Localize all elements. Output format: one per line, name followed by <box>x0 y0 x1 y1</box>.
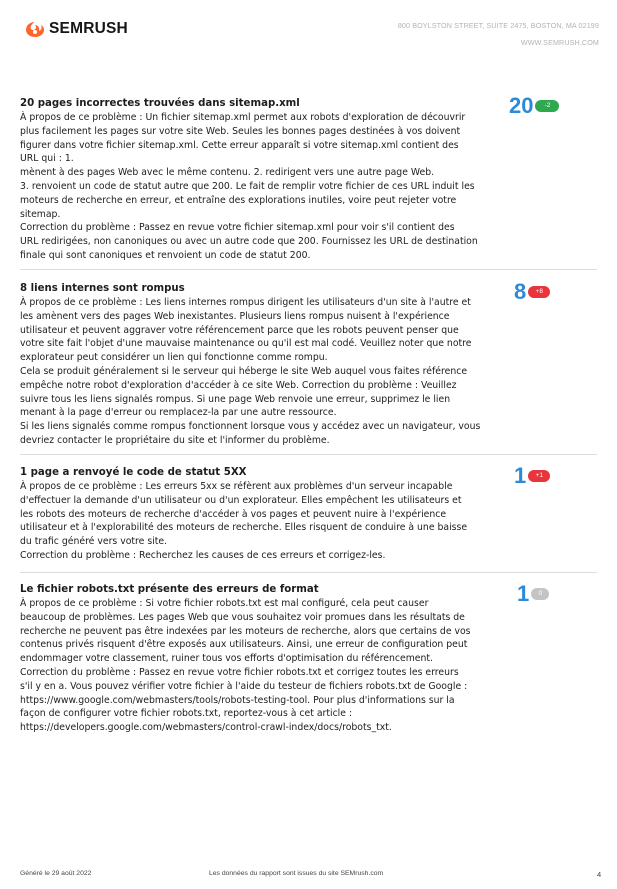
issue-line: votre site fait l'objet d'une mauvaise maintenance ou qu'il est mal codé. Veuillez noter que notre <box>20 338 472 350</box>
issue-line: d'effectuer la demande d'un utilisateur ou d'un explorateur. Elles empêchent les utilisateurs et <box>20 494 462 506</box>
issue-line: façon de configurer votre fichier robots.txt, reportez-vous à cet article : <box>20 708 353 720</box>
brand-name: SEMRUSH <box>49 20 128 37</box>
issue-count: 8 <box>514 279 527 304</box>
issue-description <box>20 480 488 563</box>
section-divider <box>20 572 597 573</box>
issue-line: explorateur peut considérer un lien qui fonctionne comme rompu. <box>20 352 328 364</box>
issue-count: 1 <box>514 463 527 488</box>
change-badge: +1 <box>528 470 550 482</box>
change-badge: 0 <box>531 588 549 600</box>
issue-line: https://developers.google.com/webmasters/control-crawl-index/docs/robots_txt. <box>20 722 392 734</box>
issue-line: utilisateur et peuvent aggraver votre référencement parce que les robots peuvent penser que <box>20 324 459 336</box>
issue-line: Correction du problème : Passez en revue votre fichier robots.txt et corrigez toutes les erreurs <box>20 666 459 678</box>
issue-count: 1 <box>517 581 530 606</box>
issue-line: s'il y en a. Vous pouvez vérifier votre fichier à l'aide du testeur de fichiers robots.txt de Google : <box>20 680 468 692</box>
issue-line: figurer dans votre fichier sitemap.xml. Cette erreur apparaît si votre sitemap.xml contient des <box>20 139 459 151</box>
company-address-block <box>398 17 599 51</box>
issue-line: À propos de ce problème : Si votre fichier robots.txt est mal configuré, cela peut causer <box>20 598 429 609</box>
section-divider <box>20 454 597 455</box>
issue-line: devriez contacter le propriétaire du site et l'informer du problème. <box>20 434 330 446</box>
issue-metric <box>517 583 549 605</box>
issue-line: endommager votre classement, ruiner tous vos efforts d'optimisation du référencement. <box>20 653 433 665</box>
issue-line: Correction du problème : Recherchez les causes de ces erreurs et corrigez-les. <box>20 549 386 561</box>
issue-line: À propos de ce problème : Les erreurs 5xx se réfèrent aux problèmes d'un serveur incapable <box>20 481 453 492</box>
company-address: 800 BOYLSTON STREET, SUITE 2475, BOSTON, MA 02199 <box>397 21 599 30</box>
issue-line: utilisateur et à l'explorabilité des moteurs de recherche. Elles risquent de conduire à une baisse <box>20 522 468 534</box>
issue-line: Si les liens signalés comme rompus fonctionnent lorsque vous y accédez avec un navigateur, vous <box>20 421 481 433</box>
issue-line: finale qui sont canoniques et renvoient un code de statut 200. <box>20 249 311 261</box>
issue-title: 20 pages incorrectes trouvées dans sitemap.xml <box>20 98 300 109</box>
issue-broken-internal-links <box>20 279 597 448</box>
issue-line: recherche ne peuvent pas être indexées par les moteurs de recherche, alors que certains de vos <box>20 625 471 637</box>
issue-line: À propos de ce problème : Les liens internes rompus dirigent les utilisateurs d'un site à l'autre et <box>20 297 471 308</box>
page-number: 4 <box>597 870 602 879</box>
company-website: WWW.SEMRUSH.COM <box>520 38 599 47</box>
issue-line: À propos de ce problème : Un fichier sitemap.xml permet aux robots d'exploration de découvrir <box>20 112 466 123</box>
section-divider <box>20 269 597 270</box>
issue-line: 3. renvoient un code de statut autre que 200. Le fait de remplir votre fichier de ces URL induit les <box>20 180 475 192</box>
issue-metric <box>514 465 550 487</box>
change-badge: -2 <box>535 100 559 112</box>
page-header <box>0 0 617 60</box>
issue-description <box>20 296 488 448</box>
issue-robots-txt-format <box>20 583 597 735</box>
issue-line: Cela se produit généralement si le serveur qui héberge le site Web auquel vous faites référence <box>20 365 468 377</box>
issue-line: suivre tous les liens signalés rompus. Si une page Web renvoie une erreur, supprimez le lien <box>20 393 451 405</box>
issue-line: empêche notre robot d'exploration d'accéder à ce site Web. Correction du problème : Veuillez <box>20 379 457 391</box>
issue-line: Correction du problème : Passez en revue votre fichier sitemap.xml pour voir s'il contient des <box>20 222 455 234</box>
issue-line: plus facilement les pages sur votre site Web. Seules les bonnes pages destinées à vos doivent <box>20 125 461 137</box>
issue-line: menant à la page d'erreur ou remplacez-la par une autre ressource. <box>20 407 337 419</box>
issue-line: contenus privés risquent d'être exposés aux utilisateurs. Ainsi, une erreur de configuration peut <box>20 639 468 651</box>
issue-line: mènent à des pages Web avec le même contenu. 2. redirigent vers une autre page Web. <box>20 167 435 179</box>
issue-metric <box>509 95 559 117</box>
footer-source: Les données du rapport sont issues du site SEMrush.com <box>209 870 384 877</box>
change-badge: +8 <box>528 286 550 298</box>
issue-line: https://www.google.com/webmasters/tools/robots-testing-tool. Pour plus d'informations sur la <box>20 694 455 706</box>
issue-5xx-status <box>20 463 597 563</box>
issue-line: moteurs de recherche en erreur, et entraîne des explorations inutiles, voire peut rejeter votre <box>20 194 457 206</box>
issue-metric <box>514 281 550 303</box>
issue-description <box>20 111 488 263</box>
footer-generated-date: Généré le 29 août 2022 <box>20 870 92 877</box>
semrush-logo <box>25 20 128 38</box>
issue-line: URL qui : 1. <box>20 153 74 165</box>
issue-line: beaucoup de problèmes. Les pages Web que vous souhaitez voir promues dans les résultats de <box>20 611 465 623</box>
semrush-flame-icon <box>25 20 45 38</box>
issue-sitemap-incorrect-pages <box>20 93 597 263</box>
issue-line: les robots des moteurs de recherche d'accéder à vos pages et peuvent nuire à l'expérience <box>20 508 447 520</box>
issue-count: 20 <box>509 93 534 118</box>
issue-line: sitemap. <box>20 208 61 220</box>
issue-title: 8 liens internes sont rompus <box>20 283 185 294</box>
issue-description <box>20 597 488 735</box>
issue-line: URL redirigées, non canoniques ou avec un autre code que 200. Fournissez les URL de destination <box>20 236 478 248</box>
issue-line: les amènent vers des pages Web inexistantes. Plusieurs liens rompus nuisent à l'expérience <box>20 310 450 322</box>
issue-title: Le fichier robots.txt présente des erreurs de format <box>20 584 319 595</box>
issue-line: du trafic généré vers votre site. <box>20 536 168 548</box>
issue-title: 1 page a renvoyé le code de statut 5XX <box>20 467 247 478</box>
